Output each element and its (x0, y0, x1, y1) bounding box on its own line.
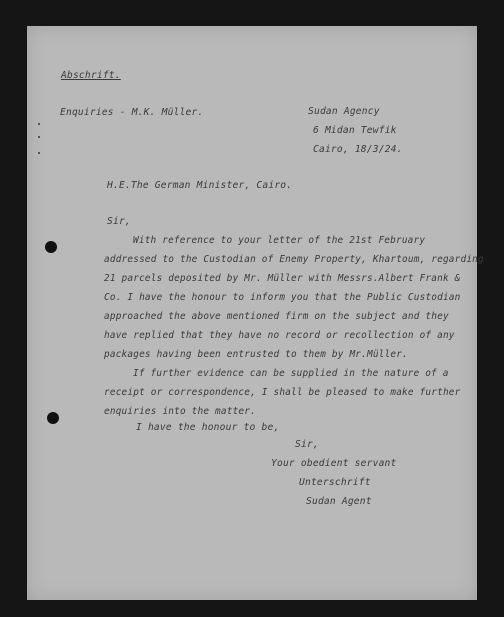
sender-address-line: Sudan Agency (308, 106, 380, 117)
paragraph-line: 21 parcels deposited by Mr. Müller with Messrs.Albert Frank & (104, 273, 461, 284)
paragraph-line: packages having been entrusted to them by Mr.Müller. (104, 349, 408, 360)
sender-address-line: 6 Midan Tewfik (313, 125, 397, 136)
sender-address-line: Cairo, 18/3/24. (313, 144, 403, 155)
signatory: Sudan Agent (306, 496, 372, 507)
margin-mark (38, 152, 40, 154)
paragraph-line: addressed to the Custodian of Enemy Property, Khartoum, regarding (104, 254, 484, 265)
letter-page (27, 26, 484, 600)
paragraph-line: With reference to your letter of the 21st February (133, 235, 426, 246)
punch-hole-bottom (47, 412, 59, 424)
paragraph-line: have replied that they have no record or recollection of any (104, 330, 455, 341)
punch-hole-top (45, 241, 57, 253)
paragraph-line: receipt or correspondence, I shall be pleased to make further (104, 387, 461, 398)
paragraph-line: If further evidence can be supplied in the nature of a (133, 368, 449, 379)
subject-line: Enquiries - M.K. Müller. (60, 107, 204, 118)
closing-line: Sir, (295, 439, 319, 450)
margin-mark (38, 123, 40, 125)
signature-note: Unterschrift (299, 477, 371, 488)
paragraph-line: enquiries into the matter. (104, 406, 256, 417)
paragraph-line: approached the above mentioned firm on the subject and they (104, 311, 449, 322)
addressee-line: H.E.The German Minister, Cairo. (107, 180, 293, 191)
closing-line: Your obedient servant (271, 458, 397, 469)
paragraph-line: Co. I have the honour to inform you that the Public Custodian (104, 292, 461, 303)
closing-line: I have the honour to be, (136, 422, 280, 433)
salutation: Sir, (107, 216, 131, 227)
document-header: Abschrift. (61, 70, 121, 81)
margin-mark (38, 136, 40, 138)
